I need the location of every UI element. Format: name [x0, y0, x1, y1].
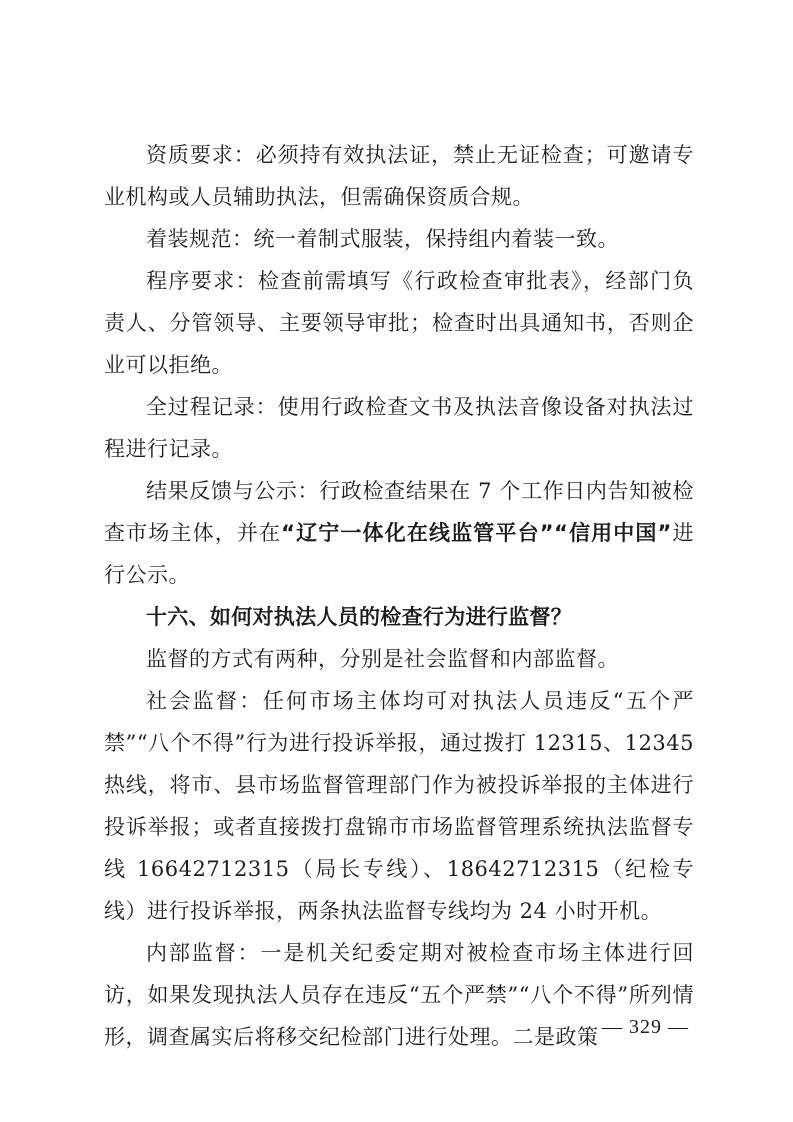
paragraph-result [104, 470, 694, 596]
social-text: 任何市场主体均可对执法人员违反“五个严禁”“八个不得”行为进行投诉举报，通过拨打 12315、12345 热线，将市、县市场监督管理部门作为被投诉举报的主体进行投诉举报；或者直接拨打盘锦市市场监督管理系统执法监督专线 16642712315（局长专线）、18642712315（纪检专线）进行投诉举报，两条执法监督专线均为 24 小时开机。 [104, 689, 695, 923]
recording-label: 全过程记录： [146, 395, 278, 419]
result-text-after: 进行公示。 [104, 521, 695, 587]
platform-name-liaoning: “辽宁一体化在线监管平台” [281, 521, 555, 545]
paragraph-recording [104, 386, 694, 470]
social-label: 社会监督： [146, 689, 263, 713]
paragraph-internal-supervision [104, 932, 694, 1058]
qualification-text: 必须持有效执法证，禁止无证检查；可邀请专业机构或人员辅助执法，但需确保资质合规。 [104, 143, 694, 209]
internal-label: 内部监督： [146, 941, 261, 965]
section-heading: 十六、如何对执法人员的检查行为进行监督？ [146, 605, 572, 629]
paragraph-methods: 监督的方式有两种，分别是社会监督和内部监督。 [146, 647, 619, 671]
paragraph-social-supervision [104, 680, 694, 932]
platform-name-credit-china: “信用中国” [554, 521, 672, 545]
attire-text: 统一着制式服装，保持组内着装一致。 [253, 227, 619, 251]
procedure-label: 程序要求： [146, 269, 258, 293]
paragraph-attire [104, 218, 694, 260]
document-body [104, 134, 694, 1058]
result-text-before: 行政检查结果在 7 个工作日内告知被检查市场主体，并在 [104, 479, 694, 545]
result-label: 结果反馈与公示： [146, 479, 320, 503]
paragraph-qualification [104, 134, 694, 218]
paragraph-procedure [104, 260, 694, 386]
internal-text: 一是机关纪委定期对被检查市场主体进行回访，如果发现执法人员存在违反“五个严禁”“八个不得”所列情形，调查属实后将移交纪检部门进行处理。二是政策 [104, 941, 695, 1049]
qualification-label: 资质要求： [146, 143, 256, 167]
attire-label: 着装规范： [146, 227, 254, 251]
recording-text: 使用行政检查文书及执法音像设备对执法过程进行记录。 [104, 395, 694, 461]
procedure-text: 检查前需填写《行政检查审批表》，经部门负责人、分管领导、主要领导审批；检查时出具通知书，否则企业可以拒绝。 [104, 269, 694, 377]
page-number: — 329 — [602, 1016, 689, 1038]
